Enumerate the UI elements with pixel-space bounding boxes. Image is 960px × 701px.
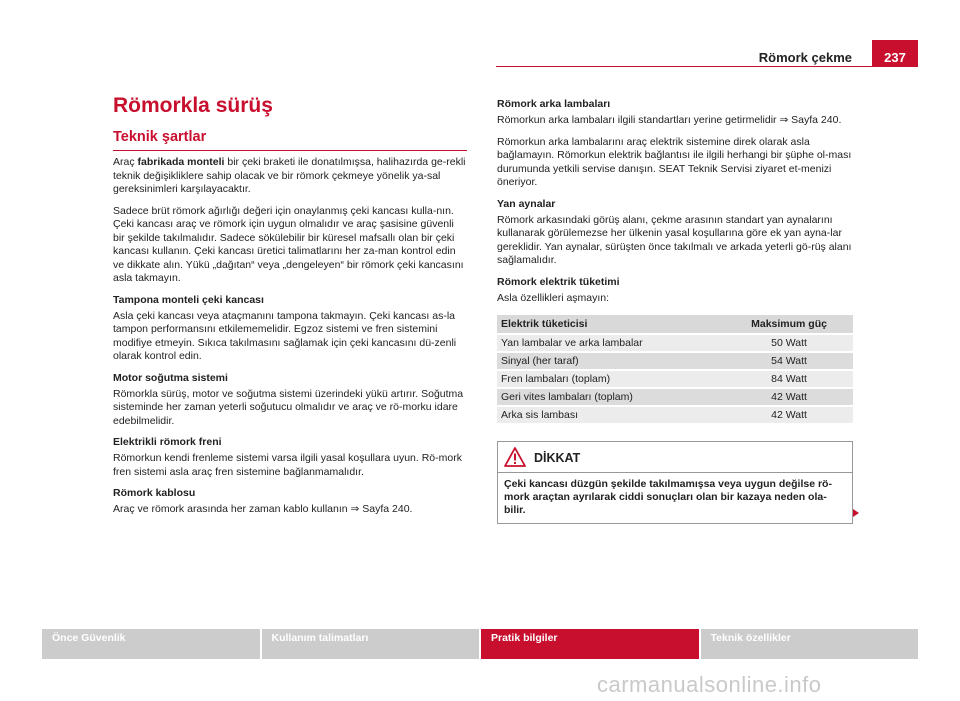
subheading-cable: Römork kablosu <box>113 487 196 499</box>
footer-tabs <box>42 629 918 659</box>
table-row <box>497 371 853 387</box>
tab-operation[interactable]: Kullanım talimatları <box>262 629 480 659</box>
paragraph-cable: Araç ve römork arasında her zaman kablo kullanın ⇒ Sayfa 240. <box>113 503 413 515</box>
table-cell: 84 Watt <box>725 371 853 387</box>
right-column <box>497 98 853 524</box>
table-row <box>497 407 853 423</box>
subheading-rear-lights: Römork arka lambaları <box>497 98 611 110</box>
paragraph-mirrors: Römork arkasındaki görüş alanı, çekme arasının standart yan aynalarını kullanarak görülemezse her ülkenin yasal koşullarına göre ek yan ayna-lar gereklidir. Yan aynalar, sürüşten önce takılmalı ve arkada yeterli gö-rüş alanı sağlamalıdır. <box>497 213 852 266</box>
intro-paragraph <box>113 156 467 197</box>
paragraph-consumption: Asla özellikleri aşmayın: <box>497 291 610 304</box>
section-heading-text: Teknik şartlar <box>113 129 207 145</box>
table-cell: Geri vites lambaları (toplam) <box>497 389 725 405</box>
subheading-cooling: Motor soğutma sistemi <box>113 371 228 384</box>
subheading-brake: Elektrikli römork freni <box>113 436 222 448</box>
table-cell: Arka sis lambası <box>497 407 725 423</box>
page-heading: Römorkla sürüş <box>113 94 273 117</box>
table-cell: Sinyal (her taraf) <box>497 353 725 369</box>
warning-header <box>498 442 852 473</box>
table-cell: 50 Watt <box>725 335 853 351</box>
table-header-row <box>497 315 853 333</box>
warning-text: Çeki kancası düzgün şekilde takılmamışsa veya uygun değilse rö-mork araçtan ayrılarak ciddi sonuçları olan bir kazaya neden ola-bilir. <box>504 478 832 516</box>
page-number: 237 <box>872 40 918 67</box>
table-header-consumer: Elektrik tüketicisi <box>497 315 725 333</box>
left-column <box>113 94 467 525</box>
warning-triangle-icon <box>504 447 526 467</box>
subheading-mirrors: Yan aynalar <box>497 197 556 210</box>
warning-title: DİKKAT <box>534 451 581 465</box>
consumption-table <box>497 313 853 425</box>
table-header-power: Maksimum güç <box>725 315 853 333</box>
intro-bold: fabrikada monteli <box>137 156 225 168</box>
paragraph-rear-lights: Römorkun arka lambaları ilgili standartları yerine getirmelidir ⇒ Sayfa 240. <box>497 114 842 126</box>
table-cell: Fren lambaları (toplam) <box>497 371 725 387</box>
continue-arrow-icon <box>853 509 859 517</box>
warning-box <box>497 441 853 524</box>
tab-practical-tips[interactable]: Pratik bilgiler <box>481 629 699 659</box>
paragraph-brake: Römorkun kendi frenleme sistemi varsa ilgili yasal koşullara uyun. Rö-mork fren sistemi asla araç fren sistemine bağlanmamalıdır. <box>113 452 462 478</box>
running-header-title: Römork çekme <box>758 50 852 65</box>
subheading-bumper-hitch: Tampona monteli çeki kancası <box>113 293 264 306</box>
paragraph-2: Sadece brüt römork ağırlığı değeri için onaylanmış çeki kancası kulla-nın. Çeki kancası araç ve römork için uygun olmalıdır ve araç şasisine güvenli bir şekilde takılmalıdır. Sadece sökülebilir bir küresel mafsallı olan bir çeki kancası kullanın. Çeki kancası üretici talimatlarını her za-man kontrol edin ve dikkate alın. Yükü „dağıtan“ veya „dengeleyen“ bir römork çeki kancasını asla takmayın. <box>113 204 464 284</box>
section-heading <box>113 129 467 151</box>
table-row <box>497 389 853 405</box>
intro-post: bir çeki braketi ile donatılmışsa, halihazırda ge-rekli teknik değişikliklere sahip olacak ve bir römork çekmeye yönelik ya-sal gereksinimleri karşılayacaktır. <box>113 156 466 195</box>
tab-technical-data[interactable]: Teknik özellikler <box>701 629 919 659</box>
table-cell: 42 Watt <box>725 407 853 423</box>
tab-safety[interactable]: Önce Güvenlik <box>42 629 260 659</box>
header-rule <box>496 66 918 67</box>
intro-pre: Araç <box>113 156 138 168</box>
watermark: carmanualsonline.info <box>597 672 822 697</box>
subheading-consumption: Römork elektrik tüketimi <box>497 275 620 288</box>
table-row <box>497 353 853 369</box>
table-row <box>497 335 853 351</box>
table-cell: 42 Watt <box>725 389 853 405</box>
paragraph-bumper-hitch: Asla çeki kancası veya ataçmanını tampona takmayın. Çeki kancası as-la tampon performansını etkilememelidir. Egzoz sistemi ve fren sistemini modifiye etmeyin. Sıkıca takılmasını sağlamak için çeki kancasını dü-zenli olarak kontrol edin. <box>113 309 457 362</box>
paragraph-cooling: Römorkla sürüş, motor ve soğutma sistemi üzerindeki yükü artırır. Soğutma sisteminde her zaman yeterli soğutucu olmalıdır ve araç ve rö-morku idare edebilmelidir. <box>113 387 464 427</box>
table-cell: 54 Watt <box>725 353 853 369</box>
paragraph-rear-lights-2: Römorkun arka lambalarını araç elektrik sistemine direk olarak asla bağlamayın. Römorkun elektrik bağlantısı ile ilgili herhangi bir şüphe ol-ması durumunda yetkili servise danışın. SEAT Teknik Servisi ziyaret et-menizi öneriyor. <box>497 135 852 188</box>
table-cell: Yan lambalar ve arka lambalar <box>497 335 725 351</box>
